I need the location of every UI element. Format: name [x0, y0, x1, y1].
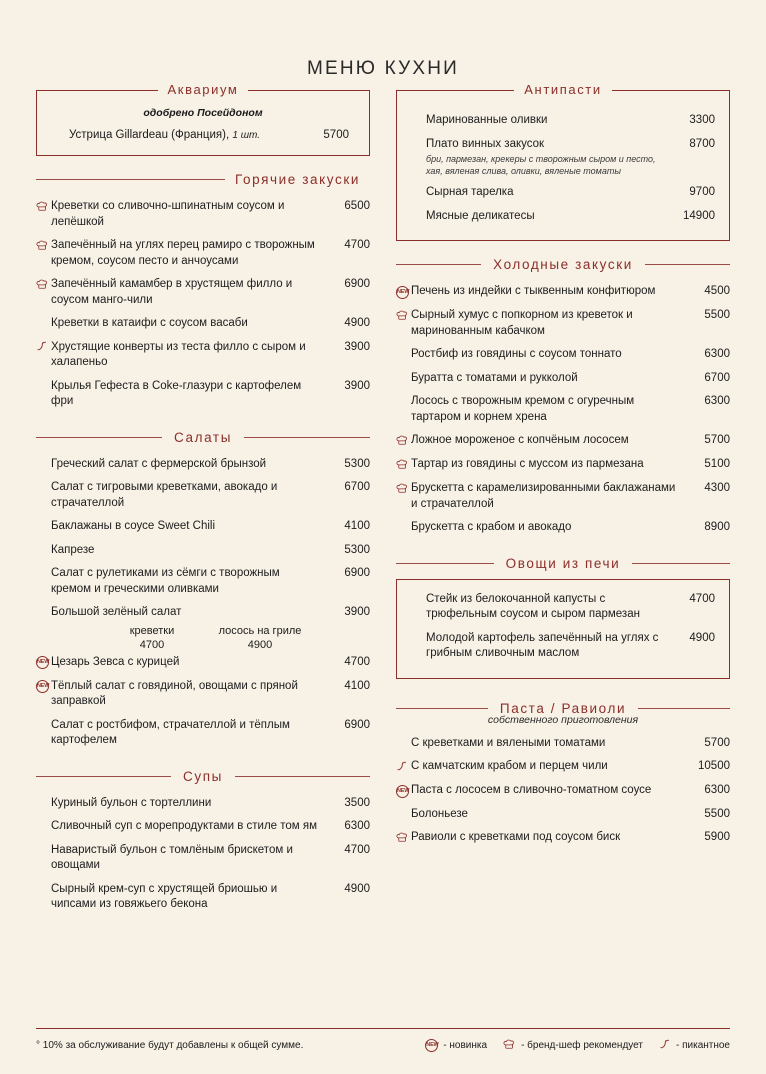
item-price: 6700	[344, 481, 370, 494]
rule-right	[244, 437, 370, 438]
item-price: 4900	[344, 882, 370, 895]
list-item	[36, 515, 370, 539]
item-price: 4100	[344, 679, 370, 692]
heading-text: Овощи из печи	[505, 555, 621, 571]
section-heading-salads	[36, 430, 370, 445]
chef-hat-icon	[396, 830, 411, 846]
item-price: 10500	[698, 760, 730, 773]
item-price: 6300	[344, 820, 370, 833]
heading-text: Салаты	[174, 429, 232, 445]
list-item	[36, 878, 370, 917]
item-name: С креветками и вялеными томатами	[411, 736, 606, 749]
item-price: 5300	[344, 543, 370, 556]
item-name: Тёплый салат с говядиной, овощами с пряной заправкой	[51, 679, 298, 708]
item-name: Болоньезе	[411, 807, 468, 820]
list-item	[36, 839, 370, 878]
chili-pepper-icon	[36, 340, 51, 356]
item-price: 8700	[689, 137, 715, 150]
item-name: Устрица Gillardeau (Франция), 1 шт.	[69, 129, 260, 141]
section-heading-hot-starters	[36, 172, 370, 187]
item-name: Сливочный суп с морепродуктами в стиле том ям	[51, 820, 318, 833]
chili-pepper-icon-svg	[396, 761, 408, 774]
section-heading-soups	[36, 769, 370, 784]
list-item	[411, 181, 715, 205]
new-badge-label: NEW	[396, 785, 409, 798]
rule-right	[638, 708, 730, 709]
rule-right	[632, 563, 730, 564]
no-icon	[36, 480, 51, 481]
section-heading-cold-starters	[396, 257, 730, 272]
no-icon	[36, 519, 51, 520]
item-price: 4900	[689, 631, 715, 644]
new-badge-icon: NEW	[425, 1039, 438, 1052]
list-item	[36, 273, 370, 312]
no-icon	[36, 457, 51, 458]
chef-hat-icon-svg	[396, 832, 409, 845]
list-item	[396, 453, 730, 477]
item-name: Греческий салат с фермерской брынзой	[51, 457, 267, 470]
legend-new	[425, 1039, 487, 1052]
chef-hat-icon-svg	[396, 459, 409, 472]
item-name: Цезарь Зевса с курицей	[51, 655, 180, 668]
list-item	[36, 714, 370, 753]
chef-hat-icon-svg	[36, 240, 49, 253]
list-item	[411, 133, 715, 182]
new-badge-icon	[396, 284, 411, 300]
list-item	[396, 280, 730, 304]
antipasti-heading: Антипасти	[514, 82, 611, 97]
section-heading-oven-vegetables	[396, 556, 730, 571]
no-icon	[396, 520, 411, 521]
chili-pepper-icon-svg	[36, 341, 48, 354]
no-icon	[411, 209, 426, 210]
page-title: МЕНЮ КУХНИ	[306, 58, 460, 79]
no-icon	[36, 566, 51, 567]
list-item	[396, 367, 730, 391]
list-item	[396, 516, 730, 540]
item-price: 5700	[704, 434, 730, 447]
item-name: Сырная тарелка	[426, 186, 514, 199]
item-name: Паста с лососем в сливочно-томатном соусе	[411, 784, 652, 797]
item-price: 6900	[344, 278, 370, 291]
list-item	[36, 476, 370, 515]
no-icon	[36, 882, 51, 883]
chef-hat-icon	[36, 199, 51, 215]
no-icon	[36, 819, 51, 820]
legend	[425, 1039, 730, 1052]
item-price: 4700	[344, 655, 370, 668]
item-price: 3900	[344, 606, 370, 619]
list-item	[396, 779, 730, 803]
list-item	[411, 205, 715, 229]
no-icon	[36, 796, 51, 797]
service-charge-note: ° 10% за обслуживание будут добавлены к общей сумме.	[36, 1040, 304, 1051]
item-name: Большой зелёный салат	[51, 606, 182, 619]
item-name: Ростбиф из говядины с соусом тоннато	[411, 348, 622, 361]
list-item	[36, 792, 370, 816]
item-name: Мясные деликатесы	[426, 209, 535, 222]
item-price: 5700	[323, 129, 349, 141]
list-item	[36, 675, 370, 714]
rule-right	[235, 776, 370, 777]
item-name: Наваристый бульон с томлёным брискетом и овощами	[51, 843, 293, 872]
item-price: 3300	[689, 114, 715, 126]
chef-hat-icon	[503, 1039, 516, 1052]
chef-hat-icon-svg	[36, 201, 49, 214]
list-item	[396, 755, 730, 779]
item-price: 5300	[344, 457, 370, 470]
no-icon	[36, 316, 51, 317]
no-icon	[411, 631, 426, 632]
chef-hat-icon-svg	[396, 483, 409, 496]
variant-price: 4700	[139, 638, 165, 651]
list-item	[396, 343, 730, 367]
list-item	[36, 651, 370, 675]
variant-option	[106, 625, 198, 651]
chef-hat-icon-svg	[396, 310, 409, 323]
chef-hat-icon	[396, 457, 411, 473]
rule-left	[396, 708, 488, 709]
new-badge-label: NEW	[36, 656, 49, 669]
item-price: 4900	[344, 317, 370, 330]
item-name: Буратта с томатами и рукколой	[411, 371, 578, 384]
list-item	[36, 336, 370, 375]
rule-left	[36, 179, 225, 180]
item-name: Креветки в катаифи с соусом васаби	[51, 317, 248, 330]
item-price: 3500	[344, 796, 370, 809]
no-icon	[411, 113, 426, 114]
heading-text: Паста / Равиоли	[499, 700, 627, 716]
item-price: 8900	[704, 521, 730, 534]
no-icon	[396, 371, 411, 372]
new-badge-icon	[396, 783, 411, 799]
chef-hat-icon-svg	[36, 279, 49, 292]
no-icon	[396, 347, 411, 348]
list-item	[36, 601, 370, 625]
item-name: Лосось с творожным кремом с огуречным тартаром и корнем хрена	[411, 395, 635, 423]
item-price: 6300	[704, 348, 730, 361]
list-item	[411, 627, 715, 666]
item-name	[426, 137, 671, 178]
no-icon	[36, 379, 51, 380]
item-price: 6300	[704, 784, 730, 797]
item-name: Печень из индейки с тыквенным конфитюром	[411, 285, 656, 298]
item-price: 4700	[344, 843, 370, 856]
item-name: Брускетта с крабом и авокадо	[411, 521, 572, 534]
item-name: Молодой картофель запечённый на углях с грибным сливочным маслом	[426, 631, 659, 660]
rule-left	[396, 264, 481, 265]
oven-vegetables-box	[396, 579, 730, 679]
legend-spicy	[659, 1039, 730, 1052]
variant-price: 4900	[247, 638, 273, 651]
item-price: 4500	[704, 285, 730, 298]
item-price: 5500	[704, 807, 730, 820]
item-price: 6300	[704, 395, 730, 408]
item-price: 4100	[344, 520, 370, 533]
heading-text: Супы	[183, 768, 223, 784]
no-icon	[396, 736, 411, 737]
item-price: 14900	[683, 209, 715, 222]
item-price: 3900	[344, 379, 370, 392]
chef-hat-icon	[396, 308, 411, 324]
item-name: Куриный бульон с тортеллини	[51, 796, 212, 809]
chili-pepper-icon	[396, 759, 411, 775]
chef-hat-icon-svg	[396, 435, 409, 448]
new-badge-label: NEW	[36, 680, 49, 693]
list-item	[396, 732, 730, 756]
item-name: Маринованные оливки	[426, 114, 548, 126]
right-column	[396, 82, 730, 917]
chef-hat-icon	[396, 481, 411, 497]
chef-hat-icon	[36, 277, 51, 293]
item-name: Запечённый на углях перец рамиро с творожным кремом, соусом песто и анчоусами	[51, 239, 315, 267]
item-name: Запечённый камамбер в хрустящем филло и соусом манго-чили	[51, 278, 293, 306]
list-item	[396, 803, 730, 827]
antipasti-title-wrap	[397, 82, 729, 97]
list-item	[36, 815, 370, 839]
no-icon	[36, 605, 51, 606]
item-name: Креветки со сливочно-шпинатным соусом и лепёшкой	[51, 200, 285, 228]
item-price: 4700	[344, 239, 370, 252]
item-name: Равиоли с креветками под соусом биск	[411, 831, 621, 844]
item-name: Салат с ростбифом, страчателлой и тёплым картофелем	[51, 718, 290, 747]
item-price: 5900	[704, 831, 730, 844]
variant-label: лосось на гриле	[218, 624, 302, 637]
item-name: Стейк из белокочанной капусты с трюфельным соусом и сыром пармезан	[426, 592, 640, 621]
item-name: Хрустящие конверты из теста филло с сыром и халапеньо	[51, 340, 306, 369]
item-price: 9700	[689, 186, 715, 199]
chef-hat-icon	[396, 433, 411, 449]
item-price: 3900	[344, 340, 370, 353]
rule-left	[36, 776, 171, 777]
item-price: 5500	[704, 309, 730, 322]
no-icon	[36, 718, 51, 719]
rule-right	[645, 264, 730, 265]
item-name: Сырный крем-суп с хрустящей бриошью и чипсами из говяжьего бекона	[51, 882, 278, 911]
pasta-subtitle: собственного приготовления	[487, 713, 639, 726]
item-name: Капрезе	[51, 543, 95, 556]
new-badge-icon	[36, 655, 51, 671]
item-name: Брускетта с карамелизированными баклажанами и страчателлой	[411, 482, 676, 510]
item-unit: 1 шт.	[232, 130, 260, 141]
no-icon	[411, 185, 426, 186]
item-name: Баклажаны в соусе Sweet Chili	[51, 520, 216, 533]
list-item	[396, 429, 730, 453]
list-item	[51, 127, 355, 143]
list-item	[36, 453, 370, 477]
chef-hat-icon	[36, 238, 51, 254]
chili-pepper-icon	[659, 1039, 671, 1052]
legend-chef-label: - бренд-шеф рекомендует	[521, 1040, 643, 1051]
heading-text: Холодные закуски	[493, 257, 633, 273]
salad-variants	[36, 625, 370, 651]
aquarium-heading: Аквариум	[158, 82, 249, 97]
section-aquarium	[36, 82, 370, 156]
item-name: Салат с рулетиками из сёмги с творожным кремом и греческими оливками	[51, 567, 280, 595]
footer-row	[36, 1039, 730, 1052]
list-item	[36, 234, 370, 273]
no-icon	[396, 807, 411, 808]
no-icon	[411, 137, 426, 138]
variant-label: креветки	[129, 624, 175, 637]
left-column	[36, 82, 370, 917]
item-name: Сырный хумус с попкорном из креветок и маринованным кабачком	[411, 309, 633, 337]
list-item	[36, 539, 370, 563]
rule-left	[396, 563, 494, 564]
footer-divider	[36, 1028, 730, 1030]
aquarium-subtitle: одобрено Посейдоном	[143, 107, 263, 119]
list-item	[36, 312, 370, 336]
heading-text: Горячие закуски	[235, 172, 360, 187]
item-title: Плато винных закусок	[426, 137, 545, 150]
item-description: бри, пармезан, крекеры с творожным сыром и песто, хая, вяленая слива, оливки, вяленые томаты	[426, 154, 656, 176]
item-name: Салат с тигровыми креветками, авокадо и страчателлой	[51, 481, 278, 509]
list-item	[36, 195, 370, 234]
list-item	[396, 477, 730, 516]
footer	[36, 1028, 730, 1053]
section-antipasti	[396, 82, 730, 241]
no-icon	[36, 843, 51, 844]
list-item	[36, 562, 370, 601]
new-badge-label: NEW	[396, 286, 409, 299]
item-price: 6900	[344, 567, 370, 580]
spacer	[411, 101, 715, 109]
legend-chef	[503, 1039, 643, 1052]
item-price: 6900	[344, 718, 370, 731]
legend-new-label: - новинка	[443, 1040, 488, 1051]
no-icon	[411, 592, 426, 593]
item-name: Тартар из говядины с муссом из пармезана	[411, 458, 644, 471]
list-item	[396, 826, 730, 850]
new-badge-icon	[36, 679, 51, 695]
item-price: 6700	[704, 371, 730, 384]
list-item	[396, 304, 730, 343]
rule-left	[36, 437, 162, 438]
no-icon	[36, 543, 51, 544]
aquarium-title-wrap	[37, 82, 369, 97]
item-price: 6500	[344, 200, 370, 212]
item-name: Крылья Гефеста в Coke-глазури с картофелем фри	[51, 379, 302, 408]
item-price: 5100	[704, 458, 730, 471]
legend-spicy-label: - пикантное	[675, 1040, 730, 1051]
list-item	[36, 375, 370, 414]
no-icon	[396, 394, 411, 395]
item-name: С камчатским крабом и перцем чили	[411, 760, 608, 773]
list-item	[411, 109, 715, 133]
list-item	[411, 588, 715, 627]
item-price: 4700	[689, 592, 715, 605]
item-price: 5700	[704, 736, 730, 749]
item-price: 4300	[704, 482, 730, 495]
list-item	[396, 390, 730, 429]
variant-option	[214, 625, 306, 651]
menu-columns	[36, 82, 730, 917]
item-name: Ложное мороженое с копчёным лососем	[411, 434, 629, 447]
